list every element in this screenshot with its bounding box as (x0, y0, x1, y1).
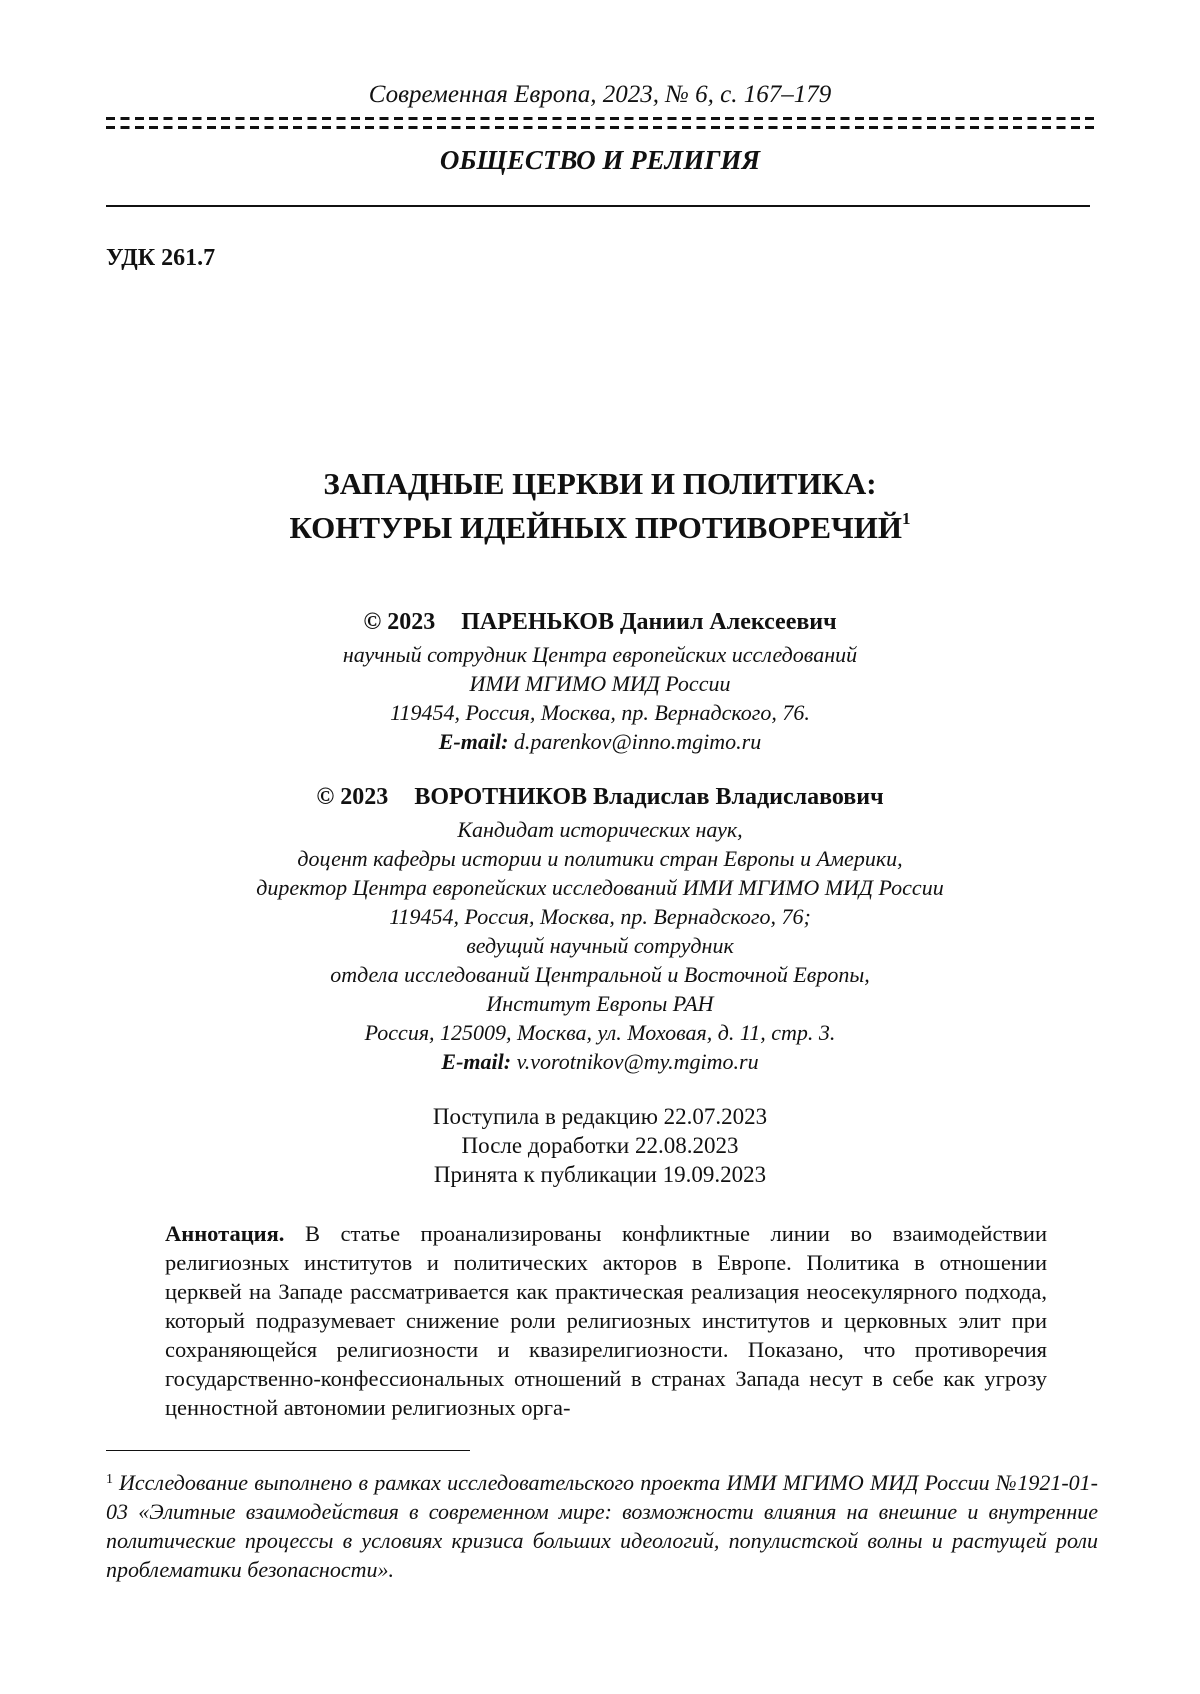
date-revised: После доработки 22.08.2023 (461, 1133, 739, 1158)
publication-dates (0, 1102, 1200, 1189)
section-title: ОБЩЕСТВО И РЕЛИГИЯ (439, 145, 761, 175)
author-address-line: Россия, 125009, Москва, ул. Моховая, д. 11, стр. 3. (364, 1020, 836, 1045)
author-name: ВОРОТНИКОВ Владислав Владиславович (414, 784, 884, 810)
author-position-line: ведущий научный сотрудник (466, 933, 734, 958)
author-name: ПАРЕНЬКОВ Даниил Алексеевич (461, 609, 837, 635)
article-title (0, 462, 1200, 550)
abstract-text: В статье проанализированы конфликтные линии во взаимодействии религиозных институтов и политических акторов в Европе. Политика в отношении церквей на Западе рассматривается как практическая реализация неосекулярного подхода, который подразумевает снижение роли религиозных институтов и церковных элит при сохраняющейся религиозности и квазирелигиозности. Показано, что противоречия государственно-конфессиональных отношений в странах Запада несут в себе как угрозу ценностной автономии религиозных орга- (165, 1221, 1048, 1420)
article-title-line-2-text: КОНТУРЫ ИДЕЙНЫХ ПРОТИВОРЕЧИЙ (289, 510, 903, 545)
header-double-rule (106, 117, 1096, 129)
article-title-line-2 (0, 506, 1200, 550)
author-affiliation-line: ИМИ МГИМО МИД России (469, 671, 731, 696)
author-position-line: директор Центра европейских исследований ИМИ МГИМО МИД России (256, 875, 944, 900)
author-affiliation-line: научный сотрудник Центра европейских исследований (342, 642, 858, 667)
author-block-vorotnikov (0, 781, 1200, 1076)
section-rule (106, 205, 1090, 207)
author-email[interactable]: v.vorotnikov@my.mgimo.ru (516, 1049, 759, 1074)
article-title-line-1: ЗАПАДНЫЕ ЦЕРКВИ И ПОЛИТИКА: (323, 466, 877, 501)
author-email[interactable]: d.parenkov@inno.mgimo.ru (513, 729, 762, 754)
footnote-mark: 1 (106, 1472, 113, 1487)
author-copyright: © 2023 (363, 609, 436, 635)
author-address-line: 119454, Россия, Москва, пр. Вернадского, 76; (389, 904, 811, 929)
udc-code: УДК 261.7 (106, 245, 216, 271)
author-affiliation-line: отдела исследований Центральной и Восточной Европы, (330, 962, 870, 987)
author-heading (0, 781, 1200, 813)
footnote-rule (106, 1450, 470, 1451)
date-accepted: Принята к публикации 19.09.2023 (433, 1162, 767, 1187)
author-copyright: © 2023 (316, 784, 389, 810)
author-position-line: доцент кафедры истории и политики стран Европы и Америки, (297, 846, 903, 871)
abstract-label: Аннотация. (165, 1221, 285, 1246)
author-block-parenkov (0, 606, 1200, 756)
author-degree-line: Кандидат исторических наук, (457, 817, 743, 842)
footnote-text: Исследование выполнено в рамках исследовательского проекта ИМИ МГИМО МИД России №1921-01-03 «Элитные взаимодействия в современном мире: возможности влияния на внешние и внутренние политические процессы в условиях кризиса больших идеологий, популистской волны и растущей роли проблематики безопасности». (106, 1470, 1098, 1582)
author-heading (0, 606, 1200, 638)
title-footnote-mark: 1 (902, 509, 911, 528)
email-label: E-mail: (438, 729, 509, 754)
author-affiliation-line: Институт Европы РАН (486, 991, 714, 1016)
journal-citation: Современная Европа, 2023, № 6, с. 167–179 (368, 81, 832, 108)
abstract (165, 1219, 1047, 1422)
author-email-line (0, 727, 1200, 756)
author-email-line (0, 1047, 1200, 1076)
author-address-line: 119454, Россия, Москва, пр. Вернадского, 76. (390, 700, 810, 725)
email-label: E-mail: (441, 1049, 512, 1074)
date-received: Поступила в редакцию 22.07.2023 (432, 1104, 768, 1129)
footnote (106, 1468, 1098, 1584)
